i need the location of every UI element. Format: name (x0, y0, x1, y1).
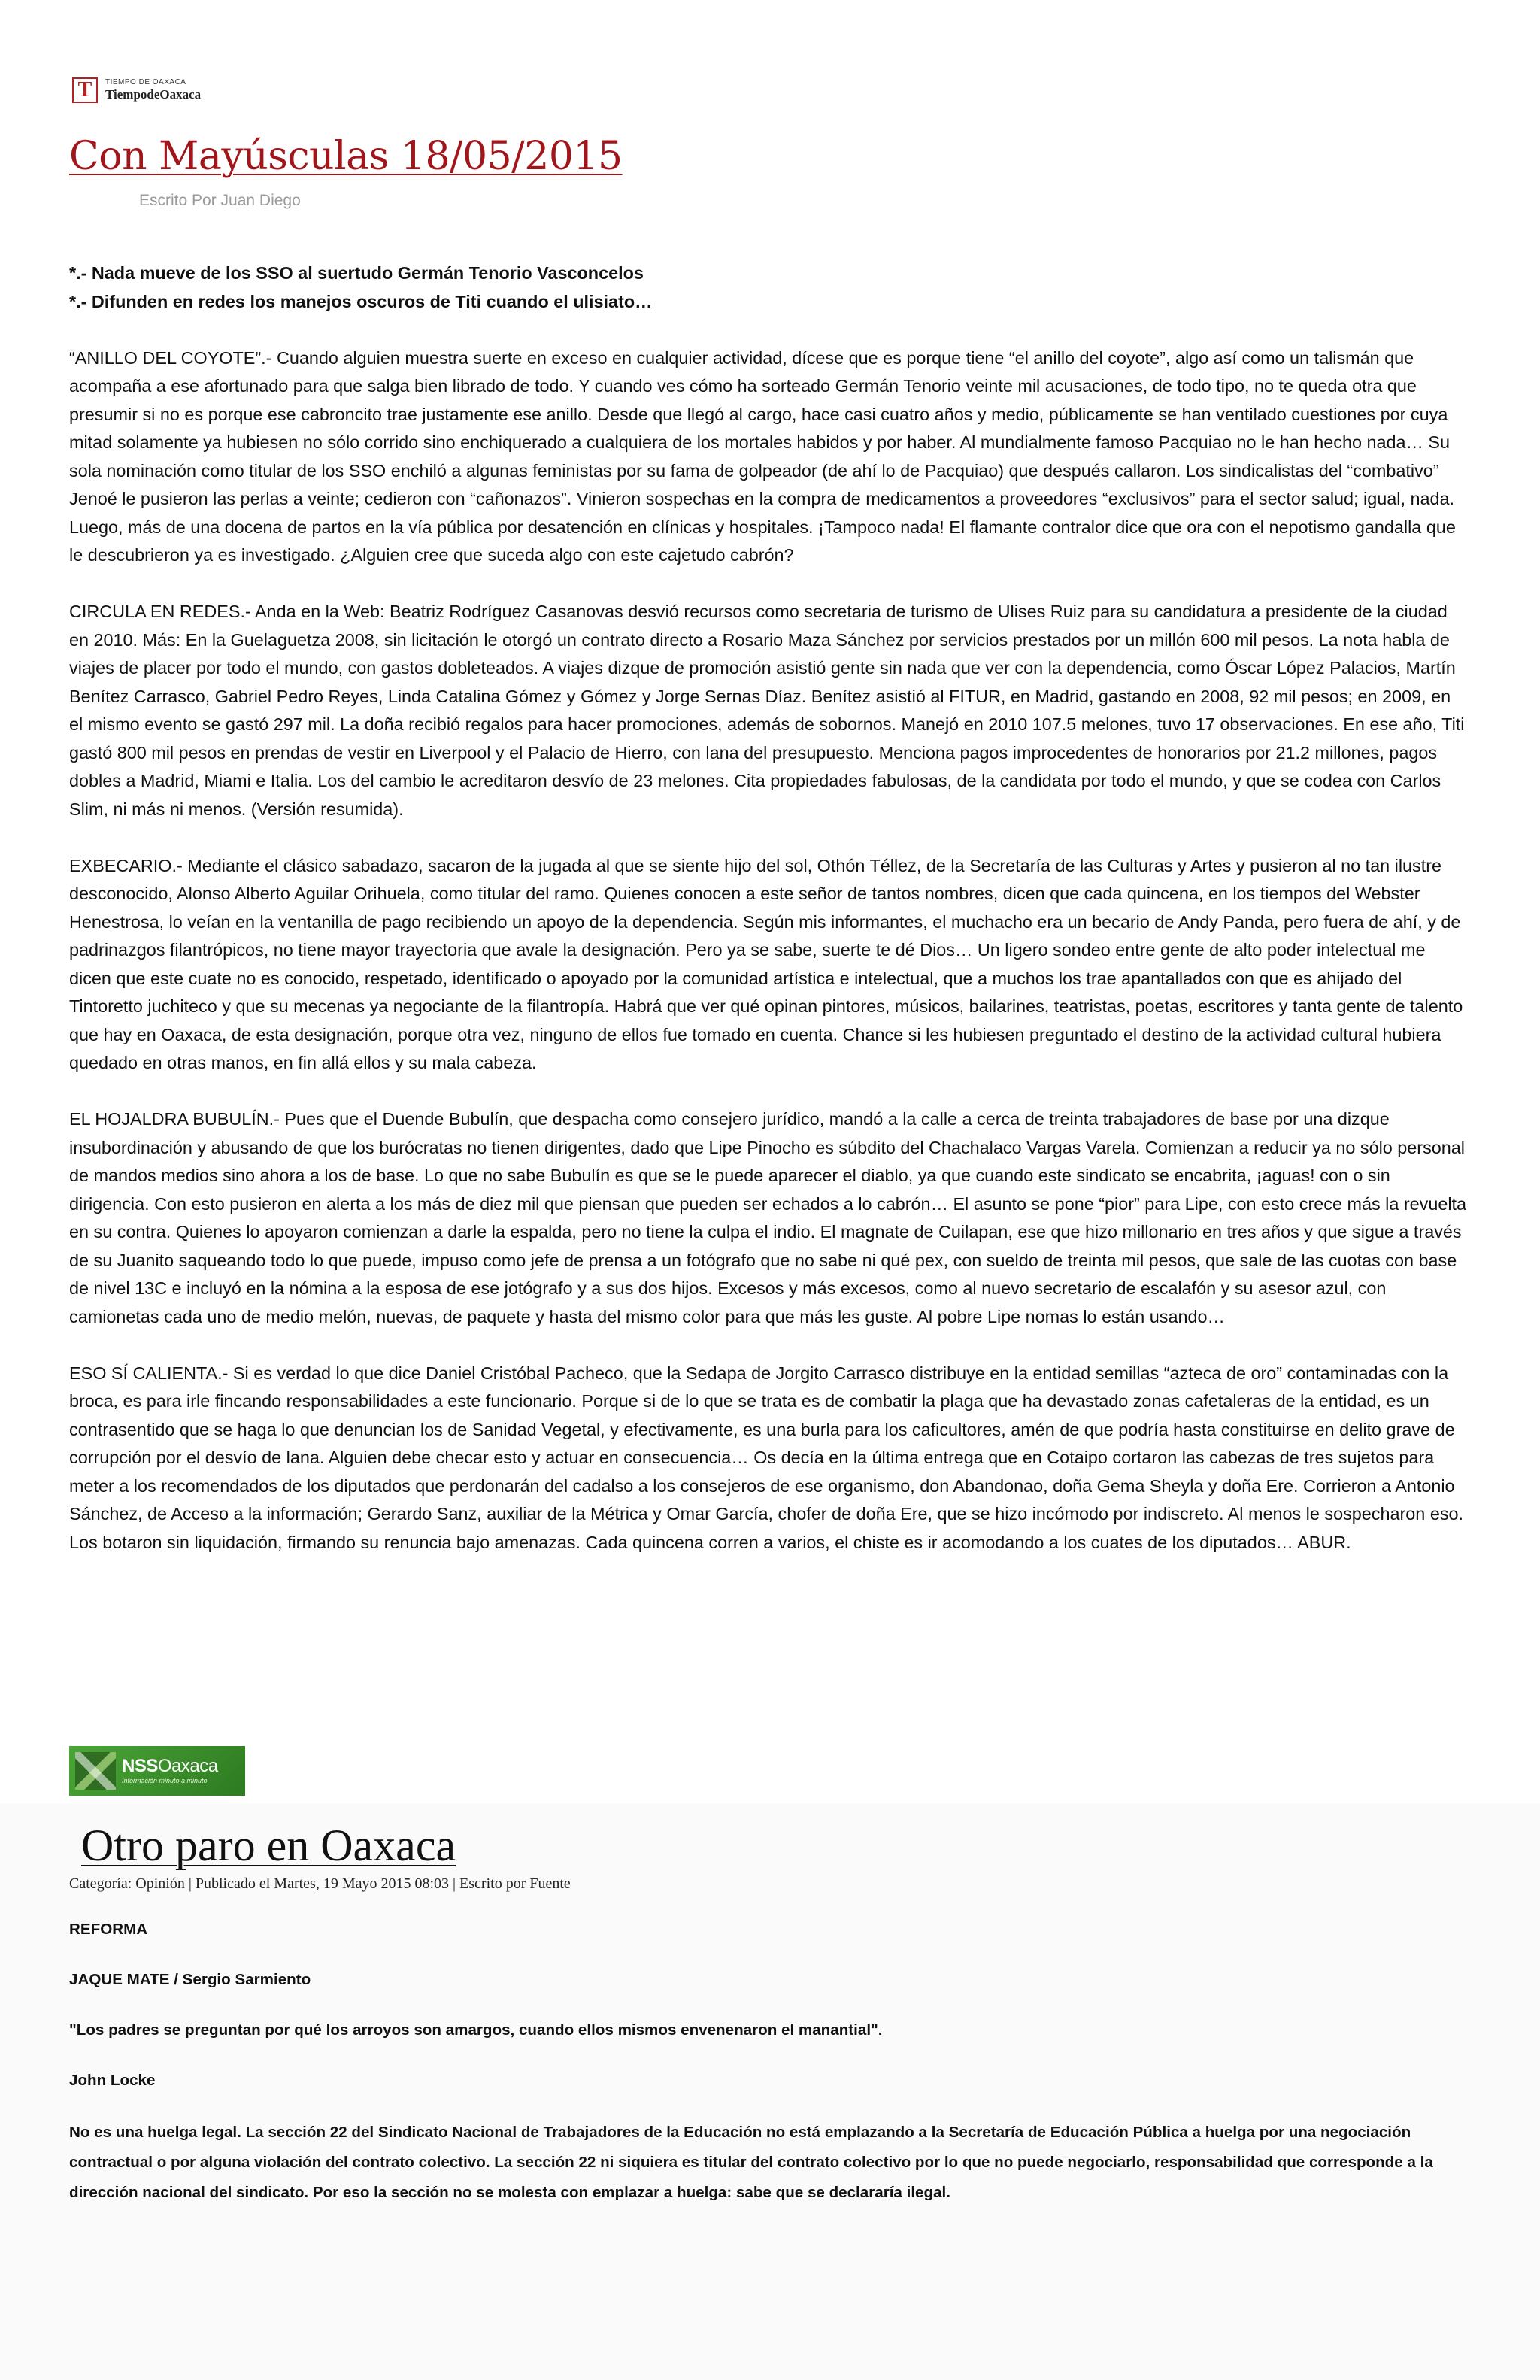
article-paragraph: EXBECARIO.- Mediante el clásico sabadazo, sacaron de la jugada al que se siente hijo del sol, Othón Téllez, de la Secretaría de las Culturas y Artes y pusieron al no tan ilustre desconocido, Alonso Alberto Aguilar Orihuela, como titular del ramo. Quienes conocen a este señor de tantos nombres, dicen que cada quincena, en los tiempos del Webster Henestrosa, lo veían en la ventanilla de pago recibiendo un apoyo de la dependencia. Según mis informantes, el muchacho era un becario de Andy Panda, pero fuera de ahí, y de padrinazgos filantrópicos, no tiene mayor trayectoria que avale la designación. Pero ya se sabe, suerte te dé Dios… Un ligero sondeo entre gente de alto poder intelectual me dicen que este cuate no es conocido, respetado, identificado o apoyado por la comunidad artística e intelectual, que a muchos los trae apantallados con que es ahijado del Tintoretto juchiteco y que su mecenas ya negociante de la filantropía. Habrá que ver qué opinan pintores, músicos, bailarines, teatristas, poetas, escritores y tanta gente de talento que hay en Oaxaca, de esta designación, porque otra vez, ninguno de ellos fue tomado en cuenta. Chance si les hubiesen preguntado el destino de la actividad cultural hubiera quedado en otras manos, en fin allá ellos y su mala cabeza. (69, 855, 1463, 1072)
article2-meta: Categoría: Opinión | Publicado el Martes, 19 Mayo 2015 08:03 | Escrito por Fuente (69, 1875, 571, 1892)
article2-body (69, 1919, 1468, 2237)
summary-line: *.- Difunden en redes los manejos oscuros de Titi cuando el ulisiato… (69, 291, 653, 311)
logo-name: TiempodeOaxaca (105, 87, 202, 102)
logo-text (105, 78, 201, 102)
article1-title[interactable]: Con Mayúsculas 18/05/2015 (69, 134, 623, 179)
article2-column: JAQUE MATE / Sergio Sarmiento (69, 1971, 311, 1988)
nss-logo-name: NSSOaxaca (122, 1756, 218, 1776)
article1-byline: Escrito Por Juan Diego (139, 192, 301, 209)
article1-body (69, 259, 1468, 1557)
article-paragraph: ESO SÍ CALIENTA.- Si es verdad lo que dice Daniel Cristóbal Pacheco, que la Sedapa de Jorgito Carrasco distribuye en la entidad semillas “azteca de oro” contaminadas con la broca, es para irle fincando responsabilidades a este funcionario. Porque si de lo que se trata es de combatir la plaga que ha devastado zonas cafetaleras de la entidad, es un contrasentido que se haga lo que denuncian los de Sanidad Vegetal, y efectivamente, es una burla para los caficultores, amén de que podría hasta constituirse en delito grave de corrupción por el desvío de lana. Alguien debe checar esto y actuar en consecuencia… Os decía en la última entrega que en Cotaipo cortaron las cabezas de tres sujetos para meter a los recomendados de los diputados que perdonarán del cadalso a los consejeros de ese organismo, don Abandonao, doña Gema Sheyla y doña Ere. Corrieron a Antonio Sánchez, de Acceso a la información; Gerardo Sanz, auxiliar de la Métrica y Omar García, chofer de doña Ere, que se hizo incómodo por indiscreto. Al menos le sospecharon eso. Los botaron sin liquidación, firmando su renuncia bajo amenazas. Cada quincena corren a varios, el chiste es ir acomodando a los cuates de los diputados… ABUR. (69, 1363, 1464, 1552)
article2-paragraph: No es una huelga legal. La sección 22 del Sindicato Nacional de Trabajadores de la Educación no está emplazando a la Secretaría de Educación Pública a huelga por una negociación contractual o por alguna violación del contrato colectivo. La sección 22 ni siquiera es titular del contrato colectivo por lo que no puede negociarlo, responsabilidad que corresponde a la dirección nacional del sindicato. Por eso la sección no se molesta con emplazar a huelga: sabe que se declararía ilegal. (69, 2124, 1433, 2201)
article2-quote: "Los padres se preguntan por qué los arroyos son amargos, cuando ellos mismos envenenaron el manantial". (69, 2021, 883, 2039)
article-paragraph: “ANILLO DEL COYOTE”.- Cuando alguien muestra suerte en exceso en cualquier actividad, dícese que es porque tiene “el anillo del coyote”, algo así como un talismán que acompaña a ese afortunado para que salga bien librado de todo. Y cuando ves cómo ha sorteado Germán Tenorio veinte mil acusaciones, de todo tipo, no te queda otra que presumir si no es porque ese cabroncito trae justamente ese anillo. Desde que llegó al cargo, hace casi cuatro años y medio, públicamente se han ventilado cuestiones por cuya mitad solamente ya hubiesen no sólo corrido sino enchiquerado a cualquiera de los mortales habidos y por haber. Al mundialmente famoso Pacquiao no le han hecho nada… Su sola nominación como titular de los SSO enchiló a algunas feministas por su fama de golpeador (de ahí lo de Pacquiao) que después callaron. Los sindicalistas del “combativo” Jenoé le pusieron las perlas a veinte; cedieron con “cañonazos”. Vinieron sospechas en la compra de medicamentos a proveedores “exclusivos” para el sector salud; igual, nada. Luego, más de una docena de partos en la vía pública por desatención en clínicas y hospitales. ¡Tampoco nada! El flamante contralor dice que ora con el nepotismo gandalla que le descubrieron ya es investigado. ¿Alguien cree que suceda algo con este cajetudo cabrón? (69, 347, 1456, 565)
logo-mark-icon: T (72, 77, 98, 103)
article-paragraph: CIRCULA EN REDES.- Anda en la Web: Beatriz Rodríguez Casanovas desvió recursos como secretaria de turismo de Ulises Ruiz para su candidatura a presidente de la ciudad en 2010. Más: En la Guelaguetza 2008, sin licitación le otorgó un contrato directo a Rosario Maza Sánchez por servicios prestados por un millón 600 mil pesos. La nota habla de viajes de placer por todo el mundo, con gastos dobleteados. A viajes dizque de promoción asistió gente sin nada que ver con la dependencia, como Óscar López Palacios, Martín Benítez Carrasco, Gabriel Pedro Reyes, Linda Catalina Gómez y Gómez y Jorge Sernas Díaz. Benítez asistió al FITUR, en Madrid, gastando en 2008, 92 mil pesos; en 2009, en el mismo evento se gastó 297 mil. La doña recibió regalos para hacer promociones, además de sobornos. Manejó en 2010 107.5 melones, tuvo 17 observaciones. En ese año, Titi gastó 800 mil pesos en prendas de vestir en Liverpool y el Palacio de Hierro, con lana del presupuesto. Menciona pagos improcedentes de honorarios por 21.2 millones, pagos dobles a Madrid, Miami e Italia. Los del cambio le acreditaron desvío de 23 melones. Cita propiedades fabulosas, de la candidata por todo el mundo, y que se codea con Carlos Slim, ni más ni menos. (Versión resumida). (69, 602, 1465, 819)
nss-logo-text (122, 1757, 218, 1785)
nss-leaf-icon (75, 1752, 116, 1790)
tiempo-de-oaxaca-logo[interactable] (72, 72, 245, 108)
article-paragraph: EL HOJALDRA BUBULÍN.- Pues que el Duende Bubulín, que despacha como consejero jurídico, mandó a la calle a cerca de treinta trabajadores de base por una dizque insubordinación y abusando de que los burócratas no tienen dirigentes, dado que Lipe Pinocho es súbdito del Chachalaco Vargas Varela. Comienzan a reducir ya no sólo personal de mandos medios sino ahora a los de base. Lo que no sabe Bubulín es que se le puede aparecer el diablo, ya que cuando este sindicato se encabrita, ¡aguas! con o sin dirigencia. Con esto pusieron en alerta a los más de diez mil que piensan que pueden ser echados a lo cabrón… El asunto se pone “pior” para Lipe, con esto crece más la revuelta en su contra. Quienes lo apoyaron comienzan a darle la espalda, pero no tiene la culpa el indio. El magnate de Cuilapan, ese que hizo millonario en tres años y que sigue a través de su Juanito saqueando todo lo que puede, impuso como jefe de prensa a un fotógrafo que no sabe ni qué pex, con sueldo de treinta mil pesos, que sale de las cuotas con base de nivel 13C e incluyó en la nómina a la esposa de ese jotógrafo y a sus dos hijos. Excesos y más excesos, como al nuevo secretario de escalafón y su asesor azul, con camionetas cada uno de medio melón, nuevas, de paquete y hasta del mismo color para que más les guste. Al pobre Lipe nomas lo están usando… (69, 1109, 1467, 1326)
summary-line: *.- Nada mueve de los SSO al suertudo Germán Tenorio Vasconcelos (69, 263, 644, 283)
nss-logo-tagline: Información minuto a minuto (122, 1777, 208, 1784)
nss-oaxaca-logo[interactable] (69, 1746, 245, 1796)
article2-source: REFORMA (69, 1921, 148, 1938)
article2-quote-author: John Locke (69, 2072, 156, 2089)
logo-small-text: TIEMPO DE OAXACA (105, 78, 186, 86)
article2-title[interactable]: Otro paro en Oaxaca (81, 1821, 456, 1870)
